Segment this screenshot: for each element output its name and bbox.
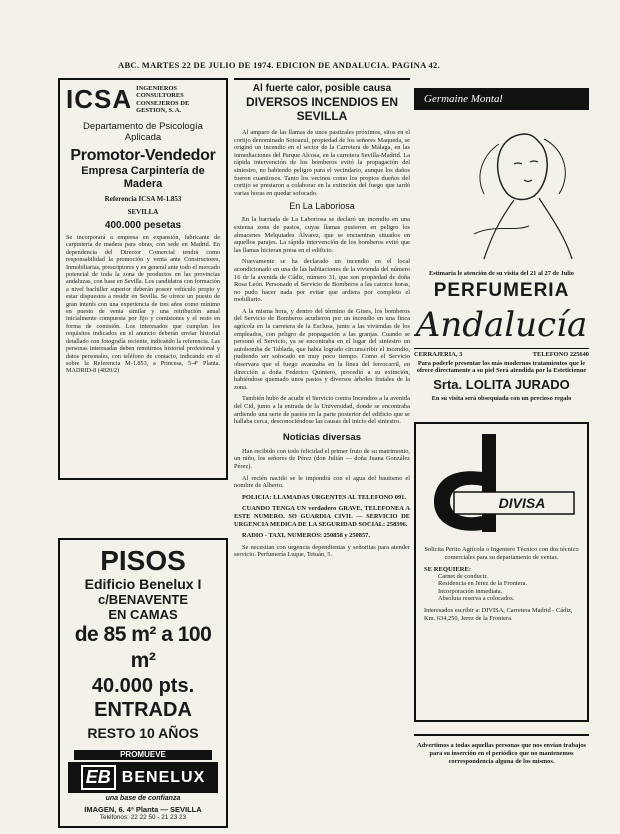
requirement-item: Residencia en Jerez de la Frontera. bbox=[438, 580, 528, 588]
right-column bbox=[414, 78, 589, 828]
divisa-intro: Solicita Perito Agrícola o Ingeniero Técnico con dos técnico comerciales para su departamento de ventas. bbox=[424, 546, 579, 561]
left-column bbox=[58, 78, 228, 828]
article-paragraph: También hubo de acudir el Servicio contra Incendios a la avenida del Cid, junto a la entrada de la Universidad, donde se encontraba ardiendo una serie de pastos en la parte posterior del edificio que se hallaba cerca, desconociéndose las causas del inicio del siniestro. bbox=[234, 395, 410, 426]
icsa-department: Departamento de Psicología Aplicada bbox=[83, 121, 203, 143]
remainder: RESTO 10 AÑOS bbox=[87, 725, 199, 741]
benelux-address: IMAGEN, 6. 4ª Planta — SEVILLA bbox=[84, 805, 202, 814]
salary: 400.000 pesetas bbox=[104, 220, 182, 231]
building-name: Edificio Benelux I bbox=[84, 576, 202, 592]
job-title: Promotor-Vendedor bbox=[70, 147, 216, 164]
price: 40.000 pts. bbox=[91, 675, 195, 697]
news-item: Al recién nacido se le impondrá con el agua del bautismo el nombre de Alberto. bbox=[234, 474, 410, 490]
editorial-notice: Advertimos a todas aquellas personas que nos envían trabajos para su inserción en el periódico que no mantenemos correspondencia alguna de los mismos. bbox=[414, 734, 589, 765]
area: EN CAMAS bbox=[108, 607, 178, 622]
benelux-name: BENELUX bbox=[121, 768, 206, 786]
entrada: ENTRADA bbox=[94, 699, 192, 721]
article-paragraph: Al amparo de las llamas de unos pastizales próximos, sitos en el cortijo denominado Sotoazul, propiedad de los señores Maqueda, se originó un incendio en el sector de la Carretera de Málaga, en las inmediaciones del Parque Alcosa, en la carretera Sevilla-Madrid. La rápida intervención de los bomberos evitó la propagación del siniestro, no habiendo peligro para el vecindario, aunque los daños fueron cuantiosos. Tanto los vecinos como los propios dueños del cortijo se prestaron a colaborar en la extinción del fuego que tardó varias horas en quedar sofocado. bbox=[234, 129, 410, 197]
woman-sketch-icon bbox=[454, 114, 584, 264]
icsa-header bbox=[66, 84, 220, 115]
article-paragraph: Nuevamente se ha declarado un incendio en el local acondicionado en una de las habitaciones de la vivienda del número 16 de la avenida de Cádiz, número 31, que son propiedad de doña Rosa León. Personado el Servicio de Bomberos a las catorce horas, no pudo hacer nada por evitar que ardiera por completo el mobiliario. bbox=[234, 258, 410, 304]
center-column bbox=[234, 78, 410, 828]
news-item: Se necesitan con urgencia dependientas y señoritas para atender servicio. Perfumería Luque, Tetuán, 5. bbox=[234, 543, 410, 559]
news-item: CUANDO TENGA UN verdadero GRAVE, TELEFONEA A ESTE NUMERO. SO GUARDIA CIVIL — SERVICIO DE URGENCIA MEDICA DE LA SEGURIDAD SOCIAL: 258396. bbox=[234, 505, 410, 528]
news-item: POLICIA: LLAMADAS URGENTES AL TELEFONO 091. bbox=[242, 493, 406, 501]
divisa-advert bbox=[414, 422, 589, 722]
benelux-tagline: una base de confianza bbox=[105, 795, 181, 802]
perfumeria-title: PERFUMERIA bbox=[433, 279, 570, 301]
address: CERRAJERIA, 3 bbox=[414, 350, 463, 358]
phone: TELEFONO 225640 bbox=[532, 350, 589, 358]
requirements-list bbox=[424, 573, 579, 603]
article-paragraph: En la barriada de La Laboriosa se declaró un incendio en una extensa zona de pastos, cuyas llamas pusieron en peligro los almacenes Melquiades Álvarez, que se encuentran situados en aquellos parajes. La rápida intervención de los bomberos evitó que las llamas hicieran presa en el edificio. bbox=[234, 216, 410, 254]
perfumeria-contact bbox=[414, 348, 589, 358]
divisa-d-icon bbox=[424, 432, 579, 542]
headline-kicker: Al fuerte calor, posible causa bbox=[234, 78, 410, 95]
news-item: Han recibido con todo felicidad el primer fruto de su matrimonio, un niño, los señores de Pérez (don Julián — doña Juana González Pérez). bbox=[234, 447, 410, 470]
andalucia-script: Andalucía bbox=[415, 304, 588, 345]
divisa-contact: Interesados escribir a: DIVISA, Carretera Madrid - Cádiz, Km. 634,250, Jerez de la Frontera. bbox=[424, 606, 573, 622]
city: SEVILLA bbox=[127, 207, 159, 216]
page-header: ABC. MARTES 22 DE JULIO DE 1974. EDICION DE ANDALUCIA. PAGINA 42. bbox=[118, 60, 441, 70]
street: c/BENAVENTE bbox=[97, 592, 189, 607]
icsa-body: Se incorporará a empresa en expansión, fabricante de carpintería de madera para obras, con sede en Madrid. En dependencia del Director Comercial tendrá como responsabilidad la promoción y venta ante Constructores, Inmobiliarias, prescriptores y en general ante todo el mercado potencial de toda la zona de productos en las provincias andaluzas, con base en Sevilla. Los candidatos con formación a nivel bachiller superior deberán poseer vehículo propio y estar dispuestos a residir en Sevilla. Se ofrece un puesto de gran interés con una experiencia de tres años como mínimo en puesto de venta similar y una retribución anual inicialmente compuesta por fijo y comisiones y el resto en forma de comisión. Los interesados que cumplan los requisitos indicados en el anuncio deberán enviar historial detallado con fotografía reciente, indicando la referencia. Las personas interesadas deben remitirnos historial profesional y datos personales, con teléfono de contacto, indicando en el sobre la Referencia M-1.853, a Princesa, 5-4º Planta. MADRID-8 (4820/2) bbox=[66, 234, 220, 375]
icsa-logo: ICSA bbox=[66, 84, 133, 114]
headline: DIVERSOS INCENDIOS EN SEVILLA bbox=[245, 95, 399, 123]
benelux-banner bbox=[68, 762, 218, 793]
gift-text: En su visita será obsequiada con un precioso regalo bbox=[431, 394, 572, 402]
brand-banner: Germaine Montal bbox=[414, 88, 589, 110]
fashion-illustration bbox=[414, 78, 589, 268]
fashion-caption: Estimaría le atención de su visita del 21 al 27 de Julio bbox=[428, 270, 575, 277]
company-type: Empresa Carpintería de Madera bbox=[81, 165, 205, 190]
promueve-label: PROMUEVE bbox=[74, 750, 212, 760]
news-item: RADIO - TAXI, NUMEROS: 250858 y 250857. bbox=[242, 532, 370, 540]
icsa-subtitle: INGENIEROS CONSULTORES CONSEJEROS DE GESTION, S. A. bbox=[136, 84, 190, 114]
subheading-noticias: Noticias diversas bbox=[282, 431, 362, 443]
benelux-phones: Teléfonos: 22 22 50 - 21 23 23 bbox=[99, 814, 187, 821]
requirement-item: Absoluta reserva a colocados. bbox=[438, 595, 515, 603]
eb-logo: EB bbox=[81, 765, 116, 790]
esthetician-name: Srta. LOLITA JURADO bbox=[433, 376, 570, 392]
requirement-item: Incorporación inmediata. bbox=[438, 587, 503, 595]
promo-text: Para poderle presentar los más modernos tratamientos que le ofrece directamente a su piel Será atendida por la Esteticienne bbox=[416, 359, 587, 375]
requirement-item: Carnet de conducir. bbox=[438, 572, 488, 580]
subheading-laboriosa: En La Laboriosa bbox=[289, 201, 355, 212]
pisos-title: PISOS bbox=[100, 545, 186, 576]
article-paragraph: A la misma hora, y dentro del término de Gines, los bomberos del Servicio de Bomberos acudieron por un incendio en una finca agrícola en la carretera de la Esclusa, junto a las viviendas de los empleados, con peligro de propagación a las granjas. Cuando se personó el Servicio, ya se encontraba en el lugar del siniestro un autobomba de Tablada, que había logrado circunscribir el incendio, pudiendo ser sofocado en muy poco tiempo. Como el Servicio observara que el fuego avanzaba en la línea del ferrocarril, en dirección a doña Federico Quintero, procedió a su extinción, habiéndose quemado unos pastos y diversos árboles frutales de la zona. bbox=[234, 307, 410, 391]
pisos-advert bbox=[58, 538, 228, 828]
size-range: de 85 m² a 100 m² bbox=[74, 623, 212, 672]
divisa-logo bbox=[424, 432, 579, 542]
divisa-name: DIVISA bbox=[498, 495, 546, 512]
reference: Referencia ICSA M-1.853 bbox=[104, 195, 182, 203]
icsa-advert bbox=[58, 78, 228, 480]
requirements-title: SE REQUIERE: bbox=[424, 565, 472, 573]
